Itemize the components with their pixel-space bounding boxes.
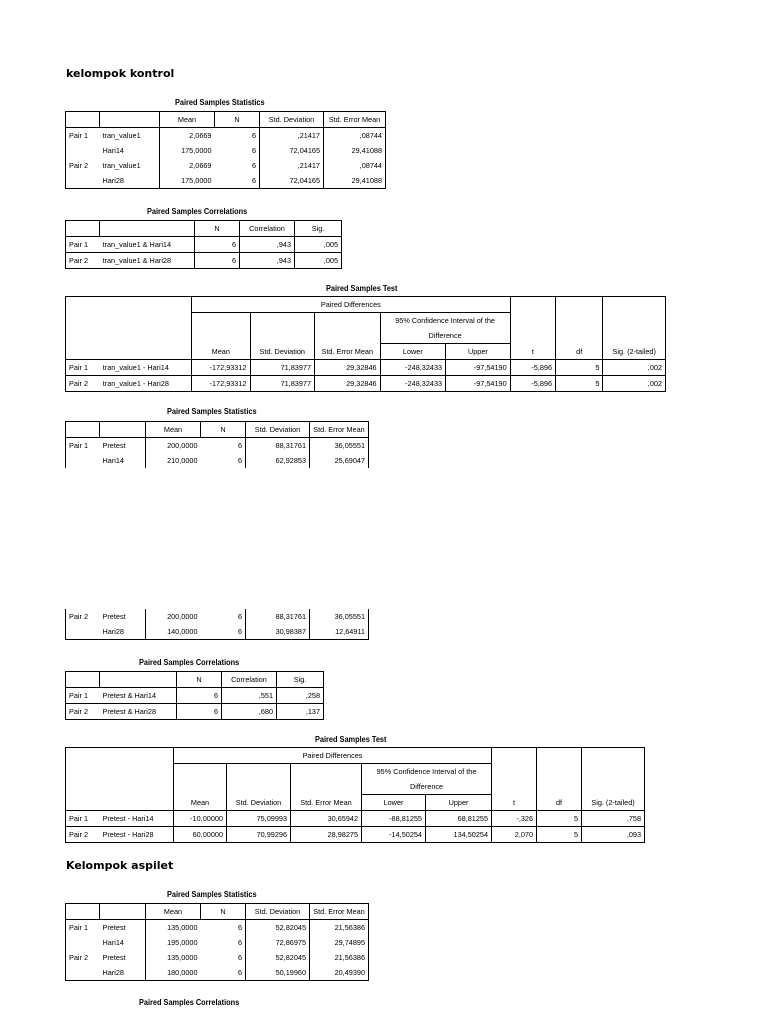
cell: Pair 1 [69,814,89,823]
cell: 6 [201,920,246,936]
table-header-row [66,221,342,237]
cell: tran_value1 - Hari28 [100,376,192,392]
cell: 71,83977 [250,360,315,376]
cell: 30,98387 [246,624,310,640]
col-header: Sig. (2-tailed) [612,346,656,356]
ci-header: Difference [362,779,492,795]
cell: Pretest [100,950,146,965]
cell: -97,54190 [446,360,511,376]
table-header-row [66,422,369,438]
cell: ,08744 [359,131,382,140]
cell: 210,0000 [167,456,198,465]
col-header: Std. Deviation [246,422,310,438]
table-row [66,609,369,624]
col-header: Sig. (2-tailed) [591,797,635,807]
table-row [66,173,386,189]
cell: 5 [556,360,603,376]
cell: 75,09993 [227,811,291,827]
table-title: Paired Samples Statistics [175,98,265,107]
cell: ,093 [626,830,642,839]
cell: 180,0000 [167,968,198,977]
col-header: df [537,795,582,811]
col-header: Mean [146,904,201,920]
cell: ,21417 [260,158,324,173]
cell: -5,896 [510,360,555,376]
cell: 6 [195,253,240,269]
cell: 20,49390 [334,968,365,977]
cell: Pretest [100,920,146,936]
col-header: Std. Error Mean [328,115,381,124]
cell: 72,04165 [260,143,324,158]
table-row [66,438,369,454]
col-header: Upper [426,795,492,811]
cell: -248,32433 [380,360,446,376]
table-title: Paired Samples Test [326,284,398,293]
cell: Pair 1 [69,691,89,700]
ci-header: 95% Confidence Interval of the [380,313,510,329]
ci-header: Difference [380,328,510,344]
cell: 6 [201,950,246,965]
cell: Pair 2 [69,612,89,621]
cell: ,943 [240,253,295,269]
table-header-row [66,112,386,128]
table-header-row [66,328,666,344]
cell: Pair 1 [69,363,89,372]
cell: 134,50254 [426,827,492,843]
cell [66,143,100,158]
cell: Hari14 [100,453,146,468]
table-row [66,688,324,704]
cell: Pretest [100,438,146,454]
cell [66,173,100,189]
cell [66,965,100,981]
cell: ,005 [323,256,338,265]
ci-header: 95% Confidence Interval of the [362,764,492,780]
cell: 50,19960 [246,965,310,981]
section-heading-kontrol: kelompok kontrol [66,67,175,80]
table-row [66,143,386,158]
col-header: Correlation [240,221,295,237]
table-row [66,624,369,640]
table-header-row [66,764,645,780]
col-header: Mean [146,422,201,438]
cell: 25,69047 [334,456,365,465]
col-header: Std. Deviation [246,904,310,920]
cell: ,21417 [260,128,324,144]
col-header: Sig. [293,675,307,684]
table-title: Paired Samples Correlations [147,207,248,216]
cell: Hari28 [100,173,160,189]
cell: 72,04165 [260,173,324,189]
cell: 6 [201,453,246,468]
cell: -88,81255 [362,811,426,827]
col-header: N [195,221,240,237]
col-header: Mean [174,795,227,811]
cell: ,551 [222,688,277,704]
table-header-row [66,344,666,360]
table-header-row [66,672,324,688]
cell: 175,0000 [181,176,212,185]
paired-correlations-table-2 [65,671,324,720]
cell: 30,65942 [291,811,362,827]
col-header: Std. Error Mean [313,425,365,434]
table-title: Paired Samples Test [315,735,387,744]
cell: 175,0000 [181,146,212,155]
cell: 36,05551 [334,612,365,621]
cell: Pretest - Hari28 [100,827,174,843]
cell: 62,92853 [246,453,310,468]
cell: 12,64911 [335,627,365,636]
cell: 5 [556,376,603,392]
cell: Pretest & Hari28 [100,704,177,720]
cell: Hari28 [100,624,146,640]
cell: 29,74895 [334,938,365,947]
col-header: Lower [380,344,446,360]
table-header-row [66,313,666,329]
cell: 6 [215,173,260,189]
cell: 2,070 [492,827,537,843]
col-header: Std. Error Mean [315,344,381,360]
table-row [66,253,342,269]
cell: 88,31761 [246,609,310,624]
cell: -172,93312 [192,376,250,392]
cell: ,943 [240,237,295,253]
cell: 195,0000 [167,938,198,947]
cell: 6 [177,704,222,720]
table-row [66,360,666,376]
cell: ,002 [647,379,662,388]
col-header: Mean [192,344,250,360]
col-header: N [201,422,246,438]
col-header: t [492,795,537,811]
cell: 140,0000 [167,627,198,636]
cell: 135,0000 [167,923,198,932]
group-header: Paired Differences [192,297,511,313]
cell: 6 [201,965,246,981]
cell: 135,0000 [167,953,198,962]
cell: ,258 [305,691,320,700]
table-row [66,704,324,720]
cell: -5,896 [510,376,555,392]
cell: Pair 2 [69,379,89,388]
paired-statistics-table-2-top [65,421,369,468]
table-header-row [66,795,645,811]
paired-test-table-2 [65,747,645,843]
cell: Pretest & Hari14 [100,688,177,704]
cell: 88,31761 [246,438,310,454]
col-header: Upper [446,344,511,360]
col-header: Std. Error Mean [291,795,362,811]
cell [66,624,100,640]
table-title: Paired Samples Correlations [139,658,240,667]
col-header: Std. Deviation [260,112,324,128]
cell: 5 [537,827,582,843]
table-row [66,920,369,936]
cell: Pair 2 [69,707,89,716]
cell: 200,0000 [167,612,198,621]
cell: tran_value1 [100,128,160,144]
table-row [66,158,386,173]
cell: Pair 2 [69,953,89,962]
col-header: t [510,344,555,360]
cell: 6 [201,609,246,624]
table-row [66,128,386,144]
cell: Hari28 [100,965,146,981]
cell: -,326 [492,811,537,827]
cell: -10,00000 [174,811,227,827]
cell: 60,00000 [174,827,227,843]
cell: tran_value1 & Hari28 [100,253,195,269]
table-row [66,965,369,981]
cell: 2,0669 [189,131,212,140]
paired-statistics-table-1 [65,111,386,189]
cell: 6 [215,128,260,144]
table-title: Paired Samples Statistics [167,890,257,899]
col-header: N [177,672,222,688]
paired-statistics-table-3 [65,903,369,981]
paired-correlations-table-1 [65,220,342,269]
cell: 71,83977 [250,376,315,392]
col-header: Std. Deviation [227,795,291,811]
table-row [66,950,369,965]
cell: 6 [201,935,246,950]
section-heading-aspilet: Kelompok aspilet [66,859,174,872]
cell: 29,32846 [315,376,381,392]
cell: 36,05551 [334,441,365,450]
cell: 52,82045 [246,920,310,936]
table-header-row [66,779,645,795]
paired-test-table-1 [65,296,666,392]
table-row [66,453,369,468]
cell: 6 [195,237,240,253]
cell [66,935,100,950]
cell: 2,0669 [189,161,212,170]
cell: 29,32846 [315,360,381,376]
cell: -172,93312 [192,360,250,376]
cell: ,137 [305,707,320,716]
table-row [66,376,666,392]
table-row [66,827,645,843]
cell: -14,50254 [362,827,426,843]
cell: 6 [201,438,246,454]
table-row [66,237,342,253]
cell: Pretest [100,609,146,624]
col-header: Sig. [311,224,325,233]
cell: 28,98275 [291,827,362,843]
cell: 5 [537,811,582,827]
paired-statistics-table-2-bottom [65,609,369,640]
table-header-row [66,297,666,313]
cell: Pair 1 [69,441,89,450]
cell: ,002 [647,363,662,372]
table-header-row [66,904,369,920]
cell: 6 [215,158,260,173]
cell: Hari14 [100,143,160,158]
cell: 72,86975 [246,935,310,950]
cell: tran_value1 - Hari14 [100,360,192,376]
cell: Pair 2 [69,830,89,839]
cell: 29,41088 [351,146,382,155]
cell: tran_value1 [100,158,160,173]
cell [66,453,100,468]
cell: 68,81255 [426,811,492,827]
cell: 21,56386 [334,953,365,962]
cell: 6 [215,143,260,158]
col-header: Std. Deviation [250,344,315,360]
col-header: Std. Error Mean [313,907,365,916]
cell: tran_value1 & Hari14 [100,237,195,253]
table-row [66,811,645,827]
group-header: Paired Differences [174,748,492,764]
cell: ,680 [222,704,277,720]
col-header: N [201,904,246,920]
cell: Pair 1 [69,240,89,249]
table-header-row [66,748,645,764]
cell: 6 [177,688,222,704]
cell: ,758 [626,814,642,823]
col-header: N [215,112,260,128]
table-title: Paired Samples Statistics [167,407,257,416]
cell: Pair 2 [69,161,89,170]
cell: 70,99296 [227,827,291,843]
cell: 21,56386 [334,923,365,932]
cell: Pair 2 [69,256,89,265]
cell: 52,82045 [246,950,310,965]
col-header: Lower [362,795,426,811]
cell: -97,54190 [446,376,511,392]
col-header: df [556,344,603,360]
cell: Pair 1 [69,131,89,140]
cell: ,005 [323,240,338,249]
cell: -248,32433 [380,376,446,392]
cell: Pretest - Hari14 [100,811,174,827]
table-title: Paired Samples Correlations [139,998,240,1007]
cell: ,08744 [359,161,382,170]
cell: 29,41088 [351,176,382,185]
cell: Hari14 [100,935,146,950]
cell: 6 [201,624,246,640]
col-header: Correlation [222,672,277,688]
table-row [66,935,369,950]
cell: Pair 1 [69,923,89,932]
cell: 200,0000 [167,441,198,450]
col-header: Mean [160,112,215,128]
